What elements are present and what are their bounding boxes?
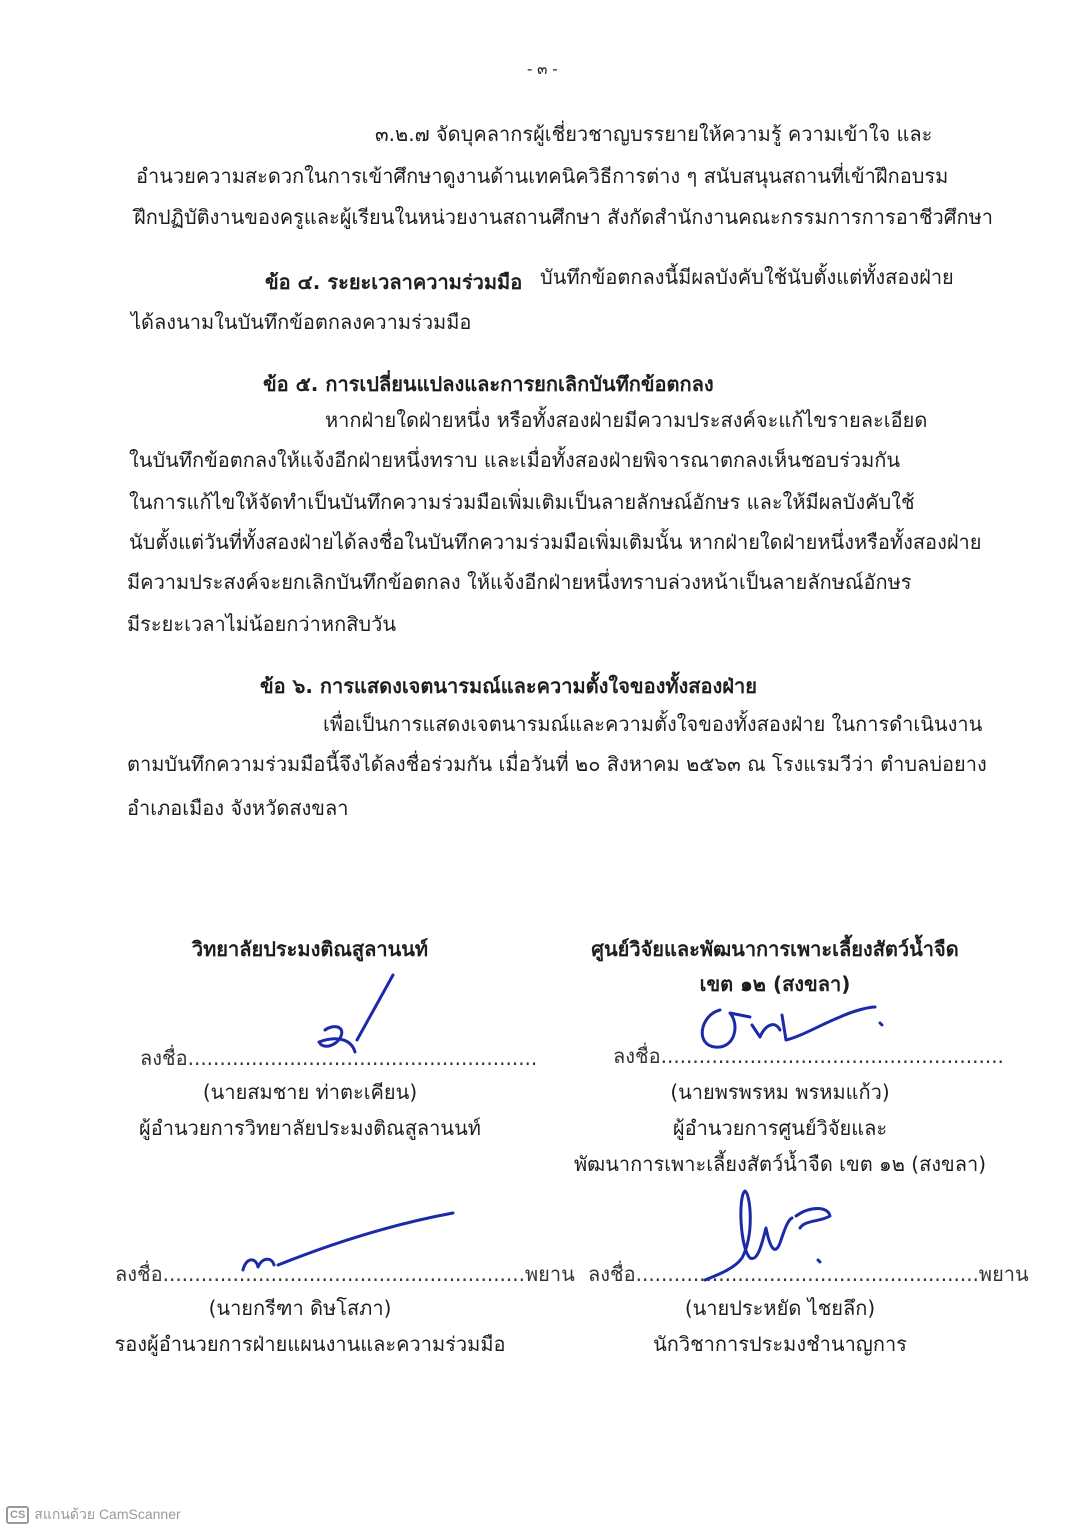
right-signer-name-2: (นายประหยัด ไชยลึก) — [684, 1296, 876, 1320]
clause-5-line-2: ในบันทึกข้อตกลงให้แจ้งอีกฝ่ายหนึ่งทราบ และเมื่อทั้งสองฝ่ายพิจารณาตกลงเห็นชอบร่วมกัน — [129, 448, 901, 472]
left-signer-name-2: (นายกรีฑา ดิษโสภา) — [208, 1296, 392, 1320]
clause-4-line-2: ได้ลงนามในบันทึกข้อตกลงความร่วมมือ — [131, 310, 472, 334]
right-signer-title-1-line-1: ผู้อำนวยการศูนย์วิจัยและ — [672, 1116, 888, 1140]
left-organization: วิทยาลัยประมงติณสูลานนท์ — [191, 937, 429, 961]
right-signer-title-2: นักวิชาการประมงชำนาญการ — [653, 1332, 907, 1356]
left-sign-line-2: ลงชื่อ.........................................................พยาน — [115, 1262, 575, 1286]
right-sign-line-2: ลงชื่อ......................................................พยาน — [588, 1262, 1029, 1286]
clause-4-heading: ข้อ ๔. ระยะเวลาความร่วมมือ — [265, 270, 523, 294]
clause-3-2-7-line-3: ฝึกปฏิบัติงานของครูและผู้เรียนในหน่วยงานสถานศึกษา สังกัดสำนักงานคณะกรรมการการอาชีวศึกษา — [134, 205, 993, 229]
clause-5-line-5: มีความประสงค์จะยกเลิกบันทึกข้อตกลง ให้แจ้งอีกฝ่ายหนึ่งทราบล่วงหน้าเป็นลายลักษณ์อักษร — [127, 570, 912, 594]
clause-6-line-1: เพื่อเป็นการแสดงเจตนารมณ์และความตั้งใจของทั้งสองฝ่าย ในการดำเนินงาน — [323, 712, 983, 736]
clause-5-line-1: หากฝ่ายใดฝ่ายหนึ่ง หรือทั้งสองฝ่ายมีความประสงค์จะแก้ไขรายละเอียด — [325, 408, 928, 432]
left-sign-line-1: ลงชื่อ....................................................... — [140, 1046, 538, 1070]
clause-4-line-1: บันทึกข้อตกลงนี้มีผลบังคับใช้นับตั้งแต่ทั้งสองฝ่าย — [540, 265, 954, 289]
right-organization-line-2: เขต ๑๒ (สงขลา) — [699, 972, 851, 996]
clause-6-line-3: อำเภอเมือง จังหวัดสงขลา — [127, 796, 349, 820]
clause-5-line-3: ในการแก้ไขให้จัดทำเป็นบันทึกความร่วมมือเพิ่มเติมเป็นลายลักษณ์อักษร และให้มีผลบังคับใช้ — [129, 490, 915, 514]
left-signer-name-1: (นายสมชาย ท่าตะเคียน) — [202, 1080, 418, 1104]
clause-5-line-6: มีระยะเวลาไม่น้อยกว่าหกสิบวัน — [127, 612, 396, 636]
clause-5-heading: ข้อ ๕. การเปลี่ยนแปลงและการยกเลิกบันทึกข้อตกลง — [263, 372, 714, 396]
left-signer-title-1: ผู้อำนวยการวิทยาลัยประมงติณสูลานนท์ — [139, 1116, 481, 1140]
camscanner-text: สแกนด้วย CamScanner — [34, 1506, 181, 1522]
clause-6-line-2: ตามบันทึกความร่วมมือนี้จึงได้ลงชื่อร่วมกัน เมื่อวันที่ ๒๐ สิงหาคม ๒๕๖๓ ณ โรงแรมวีว่า ตำบลบ่อยาง — [127, 752, 987, 776]
left-signer-title-2: รองผู้อำนวยการฝ่ายแผนงานและความร่วมมือ — [114, 1332, 506, 1356]
right-signer-name-1: (นายพรพรหม พรหมแก้ว) — [670, 1080, 890, 1104]
clause-5-line-4: นับตั้งแต่วันที่ทั้งสองฝ่ายได้ลงชื่อในบันทึกความร่วมมือเพิ่มเติมนั้น หากฝ่ายใดฝ่ายหนึ่งหรือทั้งสองฝ่าย — [129, 530, 982, 554]
right-signer-title-1-line-2: พัฒนาการเพาะเลี้ยงสัตว์น้ำจืด เขต ๑๒ (สงขลา) — [573, 1152, 987, 1176]
clause-3-2-7-line-2: อำนวยความสะดวกในการเข้าศึกษาดูงานด้านเทคนิควิธีการต่าง ๆ สนับสนุนสถานที่เข้าฝึกอบรม — [136, 164, 949, 188]
right-sign-line-1: ลงชื่อ...................................................... — [613, 1044, 1004, 1068]
camscanner-logo: CS — [6, 1506, 29, 1524]
clause-3-2-7-line-1: ๓.๒.๗ จัดบุคลากรผู้เชี่ยวชาญบรรยายให้ความรู้ ความเข้าใจ และ — [375, 122, 933, 146]
camscanner-watermark — [6, 1504, 181, 1526]
page-number: - ๓ - — [527, 60, 558, 78]
right-organization-line-1: ศูนย์วิจัยและพัฒนาการเพาะเลี้ยงสัตว์น้ำจืด — [591, 937, 959, 961]
clause-6-heading: ข้อ ๖. การแสดงเจตนารมณ์และความตั้งใจของทั้งสองฝ่าย — [260, 674, 757, 698]
